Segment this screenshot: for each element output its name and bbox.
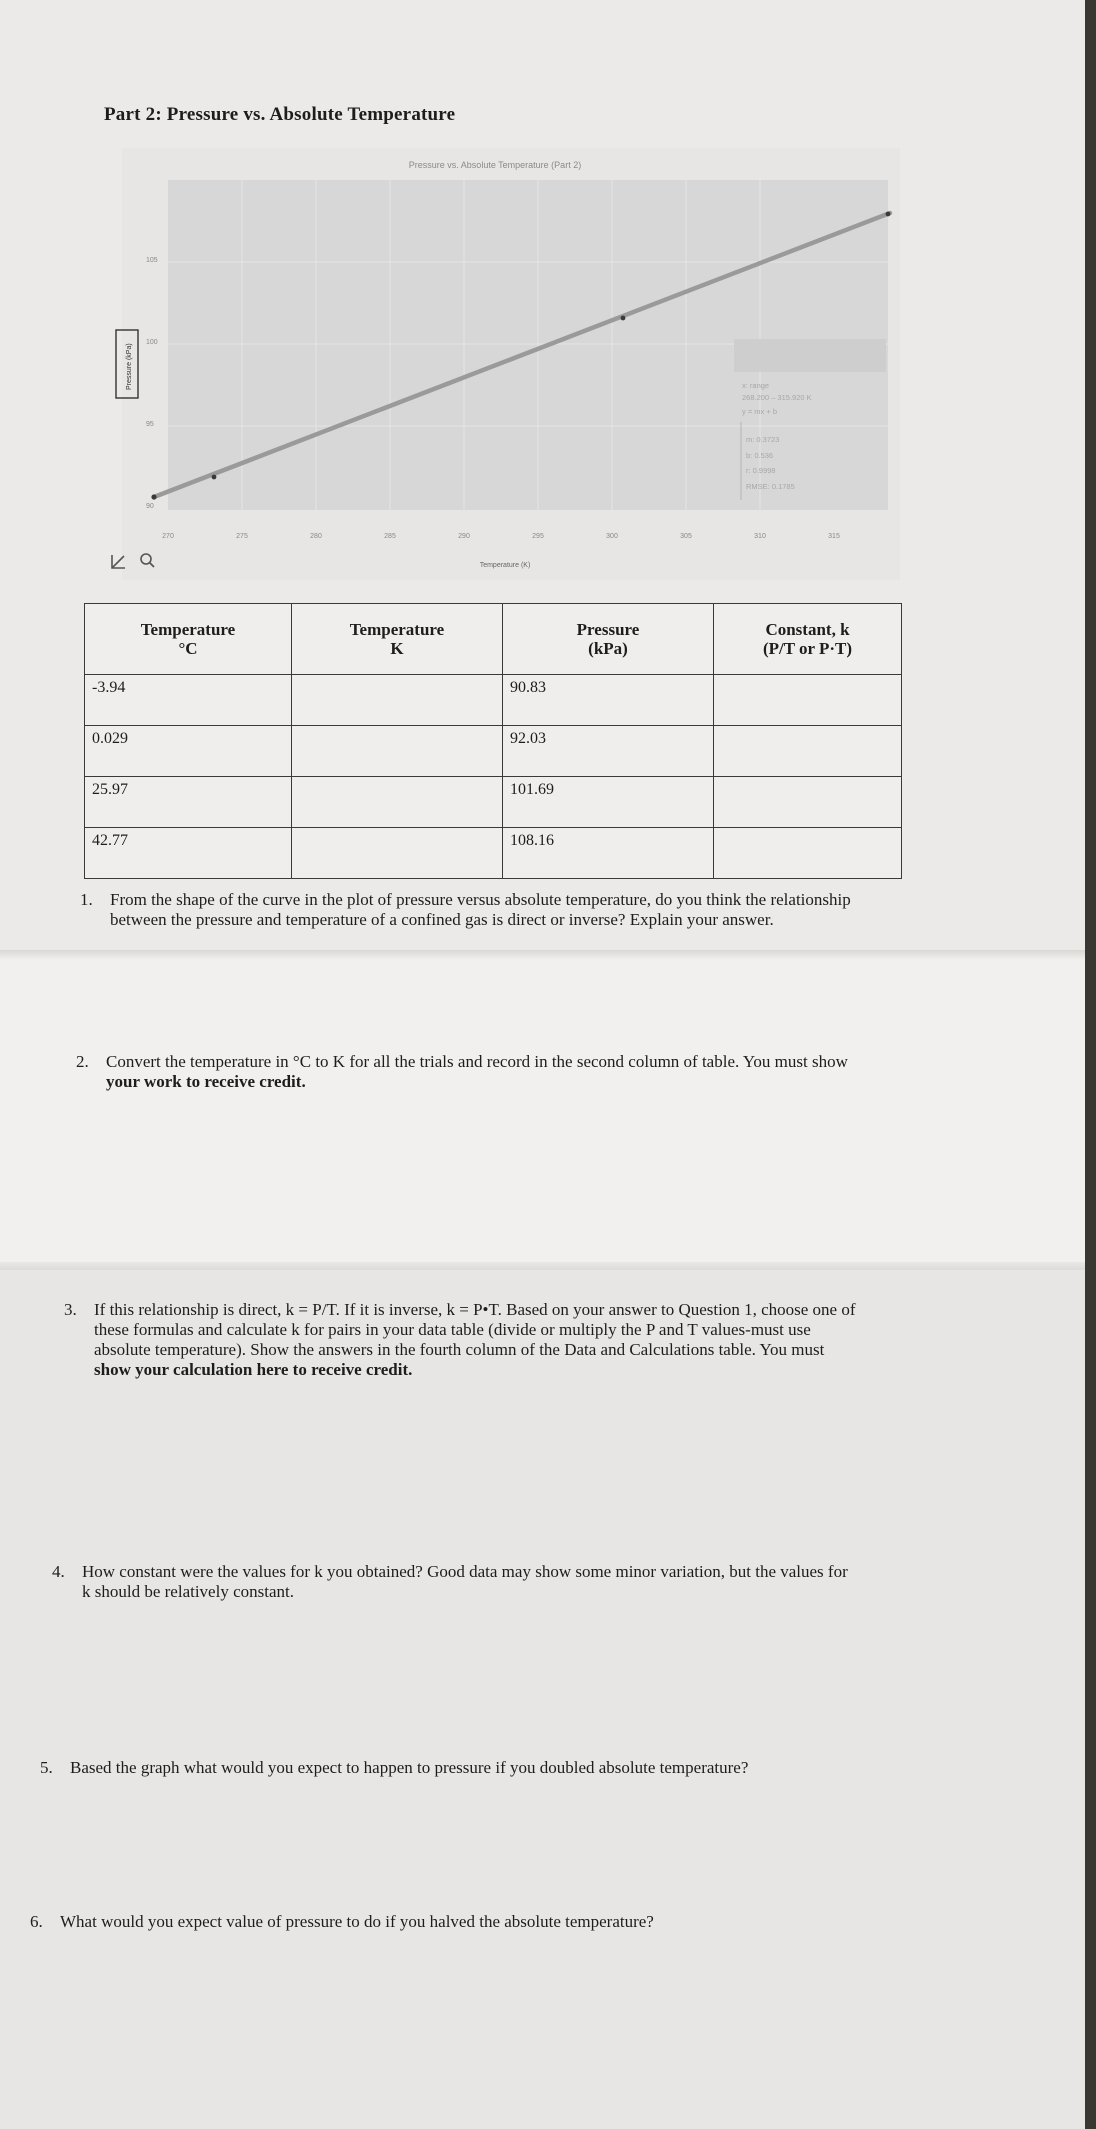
table-row	[85, 828, 902, 879]
question-1	[80, 890, 1040, 930]
x-tick-label: 285	[384, 533, 396, 540]
fit-rmse: RMSE: 0.1785	[746, 482, 795, 491]
fit-domain: 268.200 – 315.920 K	[742, 393, 812, 402]
data-point	[621, 316, 626, 321]
question-text: absolute temperature). Show the answers in the fourth column of the Data and Calculations table. You must	[94, 1340, 825, 1359]
question-4	[52, 1562, 1037, 1602]
header-temperature-celsius: Temperature °C	[85, 604, 292, 675]
y-tick-label: 100	[146, 339, 158, 346]
part-title: Part 2: Pressure vs. Absolute Temperature	[104, 104, 456, 125]
data-point	[212, 475, 217, 480]
table-header-row	[85, 604, 902, 675]
question-6	[30, 1912, 1020, 1932]
cell-pressure: 92.03	[503, 726, 714, 777]
table-row	[85, 777, 902, 828]
cell-celsius: 42.77	[85, 828, 292, 879]
x-tick-label: 300	[606, 533, 618, 540]
page-fold	[0, 1262, 1085, 1270]
cell-celsius: 0.029	[85, 726, 292, 777]
x-tick-label: 315	[828, 533, 840, 540]
question-number: 2.	[76, 1052, 89, 1071]
question-text: show your calculation here to receive credit.	[94, 1360, 413, 1379]
cell-celsius: 25.97	[85, 777, 292, 828]
x-tick-label: 295	[532, 533, 544, 540]
x-tick-label: 290	[458, 533, 470, 540]
question-text: Based the graph what would you expect to happen to pressure if you doubled absolute temperature?	[70, 1758, 749, 1777]
question-text: k should be relatively constant.	[82, 1582, 294, 1601]
cell-constant[interactable]	[714, 777, 902, 828]
y-tick-label: 90	[146, 503, 154, 510]
x-tick-label: 270	[162, 533, 174, 540]
question-text: these formulas and calculate k for pairs in your data table (divide or multiply the P and T values-must use	[94, 1320, 811, 1339]
question-3	[64, 1300, 1039, 1380]
cell-pressure: 101.69	[503, 777, 714, 828]
x-tick-label: 305	[680, 533, 692, 540]
x-tick-label: 280	[310, 533, 322, 540]
x-axis-label: Temperature (K)	[479, 562, 531, 569]
question-text: If this relationship is direct, k = P/T. If it is inverse, k = P•T. Based on your answer to Question 1, choose one of	[94, 1300, 856, 1319]
question-2	[76, 1052, 1036, 1092]
y-axis-label-text: Pressure (kPa)	[126, 343, 133, 390]
header-constant: Constant, k (P/T or P·T)	[714, 604, 902, 675]
table-row	[85, 675, 902, 726]
data-point	[886, 212, 891, 217]
fit-result-bar	[734, 339, 886, 372]
cell-constant[interactable]	[714, 828, 902, 879]
pressure-temperature-graph	[0, 0, 1085, 600]
cell-constant[interactable]	[714, 726, 902, 777]
fit-correlation: r: 0.9998	[746, 466, 776, 475]
page-fold	[0, 950, 1085, 960]
question-text: between the pressure and temperature of a confined gas is direct or inverse? Explain your answer.	[110, 910, 774, 929]
cell-kelvin[interactable]	[292, 777, 503, 828]
question-text: your work to receive credit.	[106, 1072, 306, 1091]
cell-kelvin[interactable]	[292, 828, 503, 879]
header-temperature-kelvin: Temperature K	[292, 604, 503, 675]
page-section-middle	[0, 955, 1085, 1265]
question-number: 3.	[64, 1300, 77, 1319]
question-number: 6.	[30, 1912, 43, 1931]
fit-equation: y = mx + b	[742, 407, 778, 416]
x-tick-label: 275	[236, 533, 248, 540]
data-calculations-table	[84, 603, 902, 879]
data-point	[151, 494, 156, 499]
question-text: What would you expect value of pressure to do if you halved the absolute temperature?	[60, 1912, 654, 1931]
x-tick-label: 310	[754, 533, 766, 540]
question-text: How constant were the values for k you obtained? Good data may show some minor variation, but the values for	[82, 1562, 848, 1581]
cell-celsius: -3.94	[85, 675, 292, 726]
question-number: 1.	[80, 890, 93, 909]
question-text: Convert the temperature in °C to K for all the trials and record in the second column of table. You must show	[106, 1052, 848, 1071]
question-number: 4.	[52, 1562, 65, 1581]
page-section-bottom	[0, 1265, 1085, 2129]
fit-range: x: range	[742, 381, 770, 390]
y-tick-label: 95	[146, 421, 154, 428]
cell-pressure: 90.83	[503, 675, 714, 726]
question-5	[40, 1758, 1030, 1778]
cell-pressure: 108.16	[503, 828, 714, 879]
cell-kelvin[interactable]	[292, 726, 503, 777]
y-tick-label: 105	[146, 257, 158, 264]
question-text: From the shape of the curve in the plot of pressure versus absolute temperature, do you think the relationship	[110, 890, 851, 909]
graph-title: Pressure vs. Absolute Temperature (Part 2)	[408, 160, 582, 170]
table-row	[85, 726, 902, 777]
header-pressure: Pressure (kPa)	[503, 604, 714, 675]
fit-intercept: b: 0.536	[746, 451, 774, 460]
fit-slope: m: 0.3723	[746, 435, 780, 444]
question-number: 5.	[40, 1758, 53, 1777]
cell-constant[interactable]	[714, 675, 902, 726]
cell-kelvin[interactable]	[292, 675, 503, 726]
